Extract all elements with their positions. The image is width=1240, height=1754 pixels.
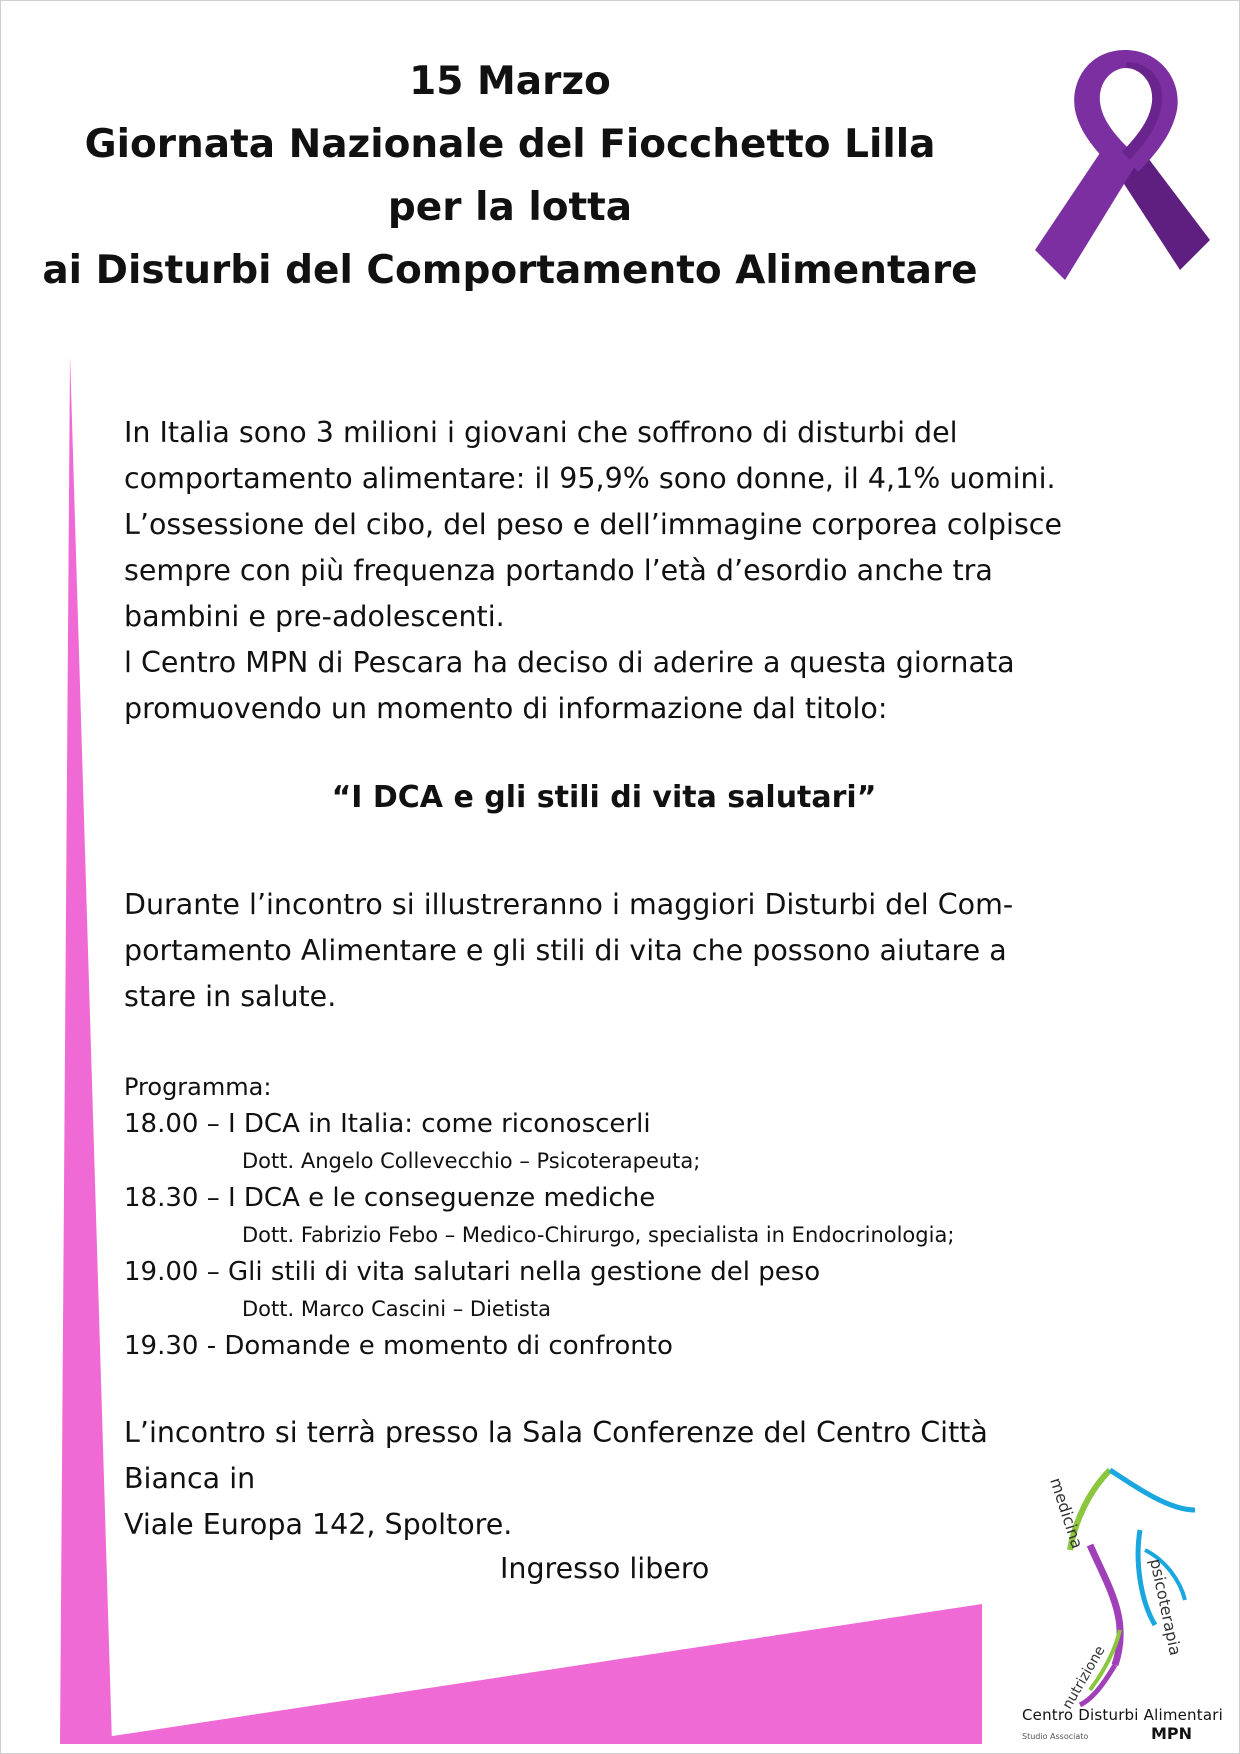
description-line: Durante l’incontro si illustreranno i maggiori Disturbi del Com-	[124, 888, 1014, 921]
program-speaker: Dott. Marco Cascini – Dietista	[242, 1297, 551, 1321]
venue-line: Viale Europa 142, Spoltore.	[124, 1508, 513, 1541]
program-item: 19.00 – Gli stili di vita salutari nella gestione del peso	[124, 1257, 821, 1287]
intro-line: In Italia sono 3 milioni i giovani che soffrono di disturbi del	[124, 416, 958, 449]
purple-ribbon-icon	[1020, 40, 1230, 310]
venue-line: L’incontro si terrà presso la Sala Conferenze del Centro Città	[124, 1416, 988, 1449]
logo-caption	[1022, 1706, 1222, 1743]
logo-sub-text: Studio Associato	[1022, 1732, 1089, 1741]
program-item: 18.30 – I DCA e le conseguenze mediche	[124, 1183, 656, 1213]
description-line: portamento Alimentare e gli stili di vita che possono aiutare a	[124, 934, 1007, 967]
logo-word-medicina: medicina	[1046, 1475, 1087, 1551]
logo-main-text: Centro Disturbi Alimentari	[1022, 1706, 1223, 1724]
intro-line: sempre con più frequenza portando l’età d’esordio anche tra	[124, 554, 993, 587]
intro-line: bambini e pre-adolescenti.	[124, 600, 505, 633]
logo-mpn-text: MPN	[1150, 1724, 1192, 1743]
title-line-2: Giornata Nazionale del Fiocchetto Lilla	[84, 122, 936, 167]
title-date: 15 Marzo	[409, 59, 611, 104]
intro-line: promuovendo un momento di informazione dal titolo:	[124, 692, 888, 725]
intro-line: comportamento alimentare: il 95,9% sono donne, il 4,1% uomini.	[124, 462, 1056, 495]
description-paragraph	[124, 882, 1013, 1020]
event-title: “I DCA e gli stili di vita salutari”	[331, 780, 877, 815]
program-speaker: Dott. Fabrizio Febo – Medico-Chirurgo, specialista in Endocrinologia;	[242, 1223, 955, 1247]
program-section	[124, 1068, 1124, 1365]
page-title	[30, 50, 990, 302]
description-line: stare in salute.	[124, 980, 337, 1013]
venue-info	[124, 1410, 988, 1548]
program-item: 19.30 - Domande e momento di confronto	[124, 1331, 673, 1361]
program-speaker: Dott. Angelo Collevecchio – Psicoterapeuta;	[242, 1149, 701, 1173]
program-item: 18.00 – I DCA in Italia: come riconoscerli	[124, 1109, 651, 1139]
intro-line: L’ossessione del cibo, del peso e dell’immagine corporea colpisce	[124, 508, 1062, 541]
mpn-logo-icon	[1020, 1450, 1223, 1740]
title-line-3: per la lotta	[387, 185, 633, 230]
program-heading: Programma:	[124, 1073, 272, 1101]
logo-word-nutrizione: nutrizione	[1059, 1643, 1109, 1712]
entry-note: Ingresso libero	[500, 1552, 710, 1585]
title-line-4: ai Disturbi del Comportamento Alimentare	[42, 248, 978, 293]
logo-word-psicoterapia: psicoterapia	[1146, 1556, 1186, 1658]
venue-line: Bianca in	[124, 1462, 256, 1495]
intro-line: l Centro MPN di Pescara ha deciso di aderire a questa giornata	[124, 646, 1015, 679]
intro-paragraph	[124, 410, 1124, 732]
